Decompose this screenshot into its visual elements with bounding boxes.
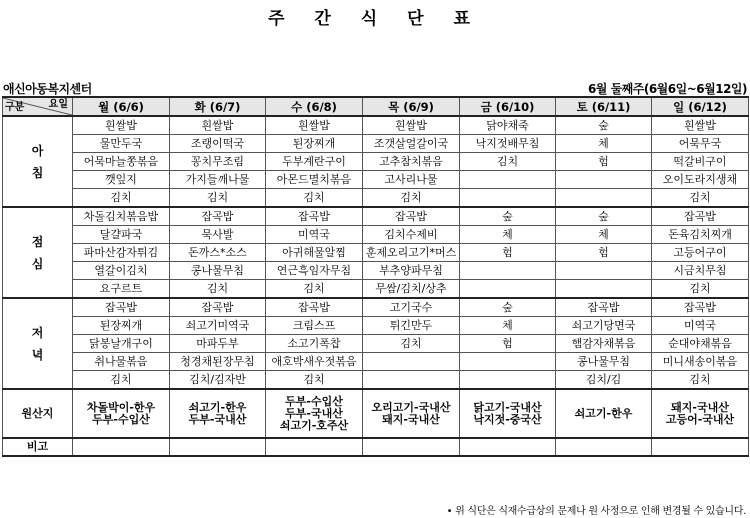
- menu-item: 달걀파국: [73, 226, 170, 244]
- menu-item: [460, 280, 556, 299]
- dinner-row: [3, 371, 749, 390]
- origin-cell: [363, 389, 460, 438]
- menu-item: 된장찌개: [73, 317, 170, 335]
- menu-item: [556, 280, 652, 299]
- menu-item: 체: [556, 226, 652, 244]
- menu-item: 햄감자채볶음: [556, 335, 652, 353]
- origin-line: 두부-수입산: [92, 412, 150, 426]
- origin-line: 돼지-국내산: [382, 412, 440, 426]
- origin-line: 두부-국내산: [285, 406, 343, 420]
- breakfast-row: [3, 189, 749, 208]
- note-label: 비고: [3, 438, 73, 456]
- menu-item: 아몬드멸치볶음: [266, 171, 363, 189]
- origin-line: 두부-수입산: [285, 394, 343, 408]
- note-cell: [556, 438, 652, 456]
- menu-item: 고등어구이: [652, 244, 749, 262]
- menu-item: 잡곡밥: [266, 298, 363, 317]
- day-header-sat: 토 (6/11): [556, 97, 652, 116]
- menu-item: 흰쌀밥: [652, 116, 749, 135]
- note-cell: [460, 438, 556, 456]
- menu-item: 김치: [73, 189, 170, 208]
- weekly-menu-table: [2, 96, 749, 457]
- menu-item: 크림스프: [266, 317, 363, 335]
- day-header-thu: 목 (6/9): [363, 97, 460, 116]
- menu-item: 조갯살얼갈이국: [363, 135, 460, 153]
- menu-item: 미니새송이볶음: [652, 353, 749, 371]
- origin-line: 쇠고기-호주산: [279, 418, 349, 432]
- menu-item: 마파두부: [170, 335, 266, 353]
- origin-cell: [170, 389, 266, 438]
- menu-item: 잡곡밥: [170, 298, 266, 317]
- menu-item: 물만두국: [73, 135, 170, 153]
- origin-row: [3, 389, 749, 438]
- menu-item: 어묵마늘쫑볶음: [73, 153, 170, 171]
- menu-item: 숲: [556, 116, 652, 135]
- origin-cell: [266, 389, 363, 438]
- dinner-row: [3, 317, 749, 335]
- footnote: • 위 식단은 식재수급상의 문제나 원 사정으로 인해 변경될 수 있습니다.: [446, 506, 746, 517]
- menu-item: 쇠고기미역국: [170, 317, 266, 335]
- breakfast-row: [3, 153, 749, 171]
- day-header-tue: 화 (6/7): [170, 97, 266, 116]
- menu-item: 깻잎지: [73, 171, 170, 189]
- lunch-row: [3, 207, 749, 226]
- menu-item: 떡갈비구이: [652, 153, 749, 171]
- menu-item: 시금치무침: [652, 262, 749, 280]
- meal-label-char: 심: [31, 256, 44, 271]
- menu-item: 흰쌀밥: [170, 116, 266, 135]
- menu-item: 잡곡밥: [73, 298, 170, 317]
- corner-category-label: 구분: [5, 102, 25, 113]
- menu-item: 김치: [652, 189, 749, 208]
- menu-item: 흰쌀밥: [73, 116, 170, 135]
- menu-item: 김치: [266, 371, 363, 390]
- menu-item: [460, 262, 556, 280]
- origin-cell: [460, 389, 556, 438]
- menu-item: 미역국: [652, 317, 749, 335]
- note-cell: [266, 438, 363, 456]
- menu-item: 오이도라지생채: [652, 171, 749, 189]
- menu-item: 아귀해물알찜: [266, 244, 363, 262]
- menu-item: 잡곡밥: [170, 207, 266, 226]
- menu-item: [460, 371, 556, 390]
- origin-line: 쇠고기-한우: [188, 400, 247, 414]
- menu-item: [363, 371, 460, 390]
- menu-item: 두부계란구이: [266, 153, 363, 171]
- menu-item: 부추양파무침: [363, 262, 460, 280]
- origin-line: 쇠고기-한우: [574, 406, 633, 420]
- menu-item: 콩나물무침: [556, 353, 652, 371]
- menu-item: 가지들깨나물: [170, 171, 266, 189]
- day-header-fri: 금 (6/10): [460, 97, 556, 116]
- meal-label-char: 아: [31, 143, 44, 158]
- lunch-label: [3, 207, 73, 298]
- center-name: 애신아동복지센터: [3, 82, 92, 96]
- origin-cell: [652, 389, 749, 438]
- origin-line: 돼지-국내산: [671, 400, 729, 414]
- origin-line: 두부-국내산: [188, 412, 247, 426]
- menu-item: 무쌈/김치/상추: [363, 280, 460, 299]
- breakfast-row: [3, 116, 749, 135]
- menu-item: 청경채된장무침: [170, 353, 266, 371]
- origin-label: 원산지: [3, 389, 73, 438]
- menu-item: 어묵무국: [652, 135, 749, 153]
- menu-item: 김치: [652, 280, 749, 299]
- menu-item: 낙지젓배무침: [460, 135, 556, 153]
- menu-item: [460, 171, 556, 189]
- header-corner: [3, 97, 73, 116]
- menu-item: 훈제오리고기*머스: [363, 244, 460, 262]
- dinner-row: [3, 353, 749, 371]
- menu-item: 험: [460, 335, 556, 353]
- menu-item: 흰쌀밥: [363, 116, 460, 135]
- day-header-mon: 월 (6/6): [73, 97, 170, 116]
- menu-item: 콩나물무침: [170, 262, 266, 280]
- menu-item: 김치: [652, 371, 749, 390]
- menu-item: 취나물볶음: [73, 353, 170, 371]
- meal-label-char: 침: [31, 165, 44, 180]
- note-row: [3, 438, 749, 456]
- menu-item: 고추참치볶음: [363, 153, 460, 171]
- menu-item: 김치: [363, 335, 460, 353]
- menu-item: 고기국수: [363, 298, 460, 317]
- menu-item: 조랭이떡국: [170, 135, 266, 153]
- menu-item: 험: [556, 153, 652, 171]
- menu-item: 파마산감자튀김: [73, 244, 170, 262]
- meal-label-char: 저: [31, 325, 44, 340]
- menu-item: [460, 353, 556, 371]
- lunch-row: [3, 244, 749, 262]
- day-header-sun: 일 (6/12): [652, 97, 749, 116]
- menu-item: 미역국: [266, 226, 363, 244]
- origin-cell: [556, 389, 652, 438]
- breakfast-row: [3, 171, 749, 189]
- meal-label-char: 점: [31, 234, 44, 249]
- menu-item: 김치: [73, 371, 170, 390]
- menu-item: 요구르트: [73, 280, 170, 299]
- menu-item: 김치: [170, 280, 266, 299]
- menu-item: 닭봉날개구이: [73, 335, 170, 353]
- menu-item: 김치수제비: [363, 226, 460, 244]
- menu-item: [460, 189, 556, 208]
- menu-item: 김치/김: [556, 371, 652, 390]
- page-title: 주 간 식 단 표: [268, 9, 482, 29]
- menu-item: 숲: [460, 298, 556, 317]
- menu-item: 험: [556, 244, 652, 262]
- breakfast-label: [3, 116, 73, 207]
- dinner-row: [3, 335, 749, 353]
- menu-item: 잡곡밥: [652, 207, 749, 226]
- lunch-row: [3, 280, 749, 299]
- menu-item: 숲: [556, 207, 652, 226]
- menu-item: 순대야채볶음: [652, 335, 749, 353]
- note-cell: [73, 438, 170, 456]
- menu-item: 김치: [363, 189, 460, 208]
- menu-item: 잡곡밥: [363, 207, 460, 226]
- origin-line: 고등어-국내산: [665, 412, 735, 426]
- menu-item: 숲: [460, 207, 556, 226]
- menu-item: 돈까스*소스: [170, 244, 266, 262]
- menu-item: 소고기폭찹: [266, 335, 363, 353]
- menu-item: 잡곡밥: [652, 298, 749, 317]
- menu-item: [556, 262, 652, 280]
- origin-cell: [73, 389, 170, 438]
- menu-item: 애호박새우젓볶음: [266, 353, 363, 371]
- menu-item: 김치: [266, 189, 363, 208]
- menu-item: 닭야채죽: [460, 116, 556, 135]
- menu-item: 김치: [266, 280, 363, 299]
- menu-item: [556, 171, 652, 189]
- menu-item: 체: [460, 317, 556, 335]
- menu-item: 쇠고기당면국: [556, 317, 652, 335]
- menu-item: 꽁치무조림: [170, 153, 266, 171]
- menu-item: 체: [460, 226, 556, 244]
- origin-line: 차돌박이-한우: [86, 400, 156, 414]
- menu-item: 잡곡밥: [556, 298, 652, 317]
- header-row: [3, 97, 749, 116]
- menu-item: 체: [556, 135, 652, 153]
- menu-item: [363, 353, 460, 371]
- meal-label-char: 녁: [31, 347, 44, 362]
- origin-line: 닭고기-국내산: [473, 400, 542, 414]
- menu-item: 김치: [460, 153, 556, 171]
- menu-body: [3, 116, 749, 456]
- breakfast-row: [3, 135, 749, 153]
- origin-line: 오리고기-국내산: [371, 400, 451, 414]
- lunch-row: [3, 226, 749, 244]
- menu-item: 묵사발: [170, 226, 266, 244]
- menu-item: 흰쌀밥: [266, 116, 363, 135]
- menu-item: 돈육김치찌개: [652, 226, 749, 244]
- menu-item: 차돌김치볶음밥: [73, 207, 170, 226]
- note-cell: [363, 438, 460, 456]
- dinner-label: [3, 298, 73, 389]
- week-label: 6월 둘째주(6월6일~6월12일): [587, 82, 747, 96]
- menu-item: 열갈이김치: [73, 262, 170, 280]
- lunch-row: [3, 262, 749, 280]
- note-cell: [170, 438, 266, 456]
- day-header-wed: 수 (6/8): [266, 97, 363, 116]
- dinner-row: [3, 298, 749, 317]
- menu-item: 잡곡밥: [266, 207, 363, 226]
- menu-item: [556, 189, 652, 208]
- menu-item: 김치: [170, 189, 266, 208]
- menu-item: 된장찌개: [266, 135, 363, 153]
- menu-item: 김치/김자반: [170, 371, 266, 390]
- menu-item: 연근흑임자무침: [266, 262, 363, 280]
- menu-item: 험: [460, 244, 556, 262]
- menu-item: 튀긴만두: [363, 317, 460, 335]
- menu-item: 고사리나물: [363, 171, 460, 189]
- corner-day-label: 요일: [48, 99, 68, 110]
- note-cell: [652, 438, 749, 456]
- origin-line: 낙지젓-중국산: [473, 412, 542, 426]
